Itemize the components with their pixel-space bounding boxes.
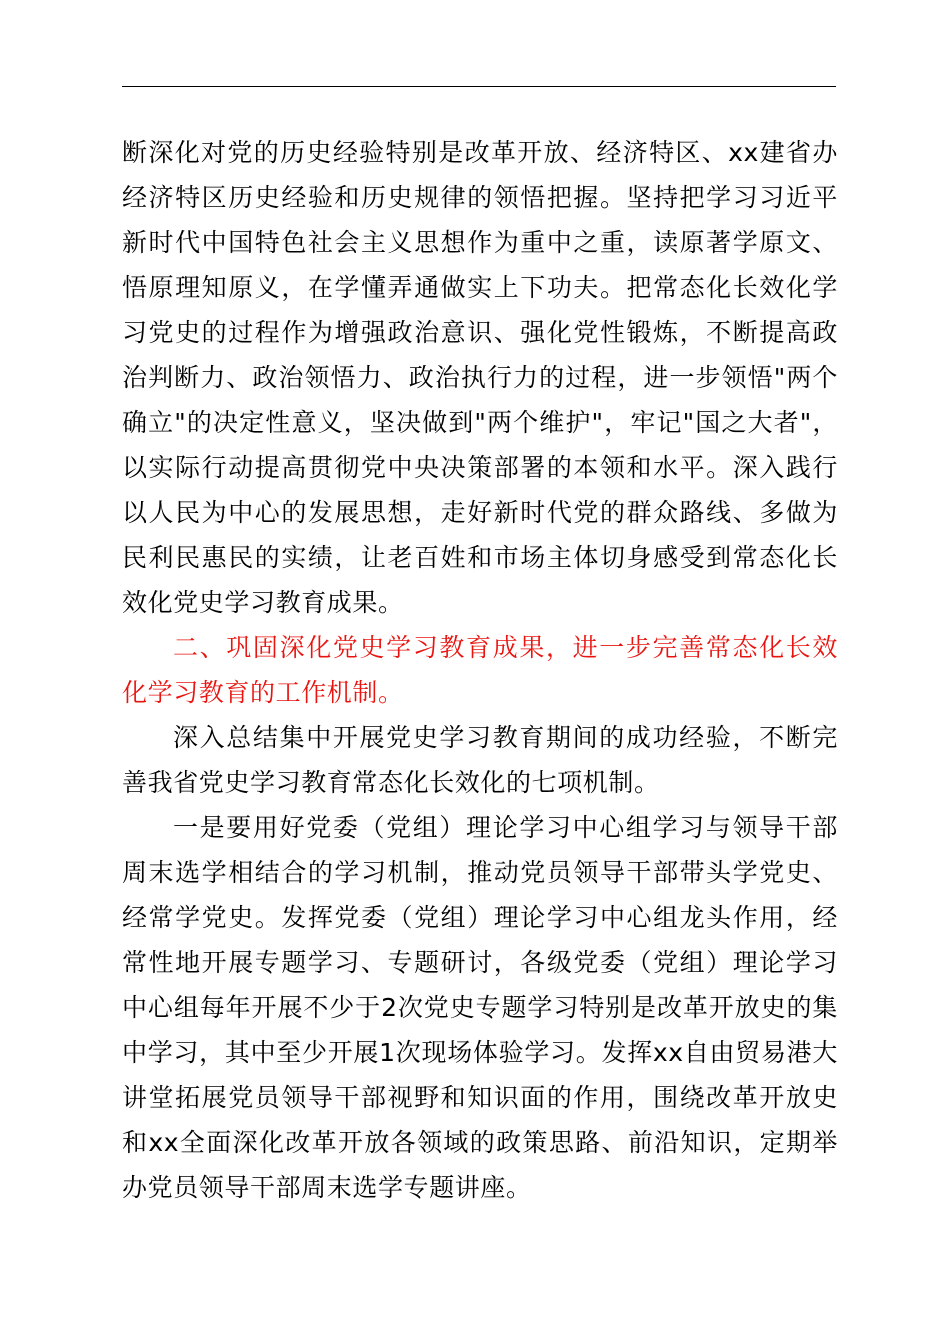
paragraph-mechanism-one: 一是要用好党委（党组）理论学习中心组学习与领导干部周末选学相结合的学习机制，推动党员领导干部带头学党史、经常学党史。发挥党委（党组）理论学习中心组龙头作用，经常性地开展专题学习、专题研讨，各级党委（党组）理论学习中心组每年开展不少于2次党史专题学习特别是改革开放史的集中学习，其中至少开展1次现场体验学习。发挥xx自由贸易港大讲堂拓展党员领导干部视野和知识面的作用，围绕改革开放史和xx全面深化改革开放各领域的政策思路、前沿知识，定期举办党员领导干部周末选学专题讲座。 <box>122 813 838 1202</box>
section-heading: 二、巩固深化党史学习教育成果，进一步完善常态化长效化学习教育的工作机制。 <box>122 633 838 707</box>
header-rule <box>122 86 836 87</box>
document-body <box>122 130 838 1210</box>
paragraph-continuation: 断深化对党的历史经验特别是改革开放、经济特区、xx建省办经济特区历史经验和历史规律的领悟把握。坚持把学习习近平新时代中国特色社会主义思想作为重中之重，读原著学原文、悟原理知原义，在学懂弄通做实上下功夫。把常态化长效化学习党史的过程作为增强政治意识、强化党性锻炼，不断提高政治判断力、政治领悟力、政治执行力的过程，进一步领悟"两个确立"的决定性意义，坚决做到"两个维护"，牢记"国之大者"，以实际行动提高贯彻党中央决策部署的本领和水平。深入践行以人民为中心的发展思想，走好新时代党的群众路线、多做为民利民惠民的实绩，让老百姓和市场主体切身感受到常态化长效化党史学习教育成果。 <box>122 138 838 617</box>
paragraph-section-intro: 深入总结集中开展党史学习教育期间的成功经验，不断完善我省党史学习教育常态化长效化的七项机制。 <box>122 723 838 797</box>
